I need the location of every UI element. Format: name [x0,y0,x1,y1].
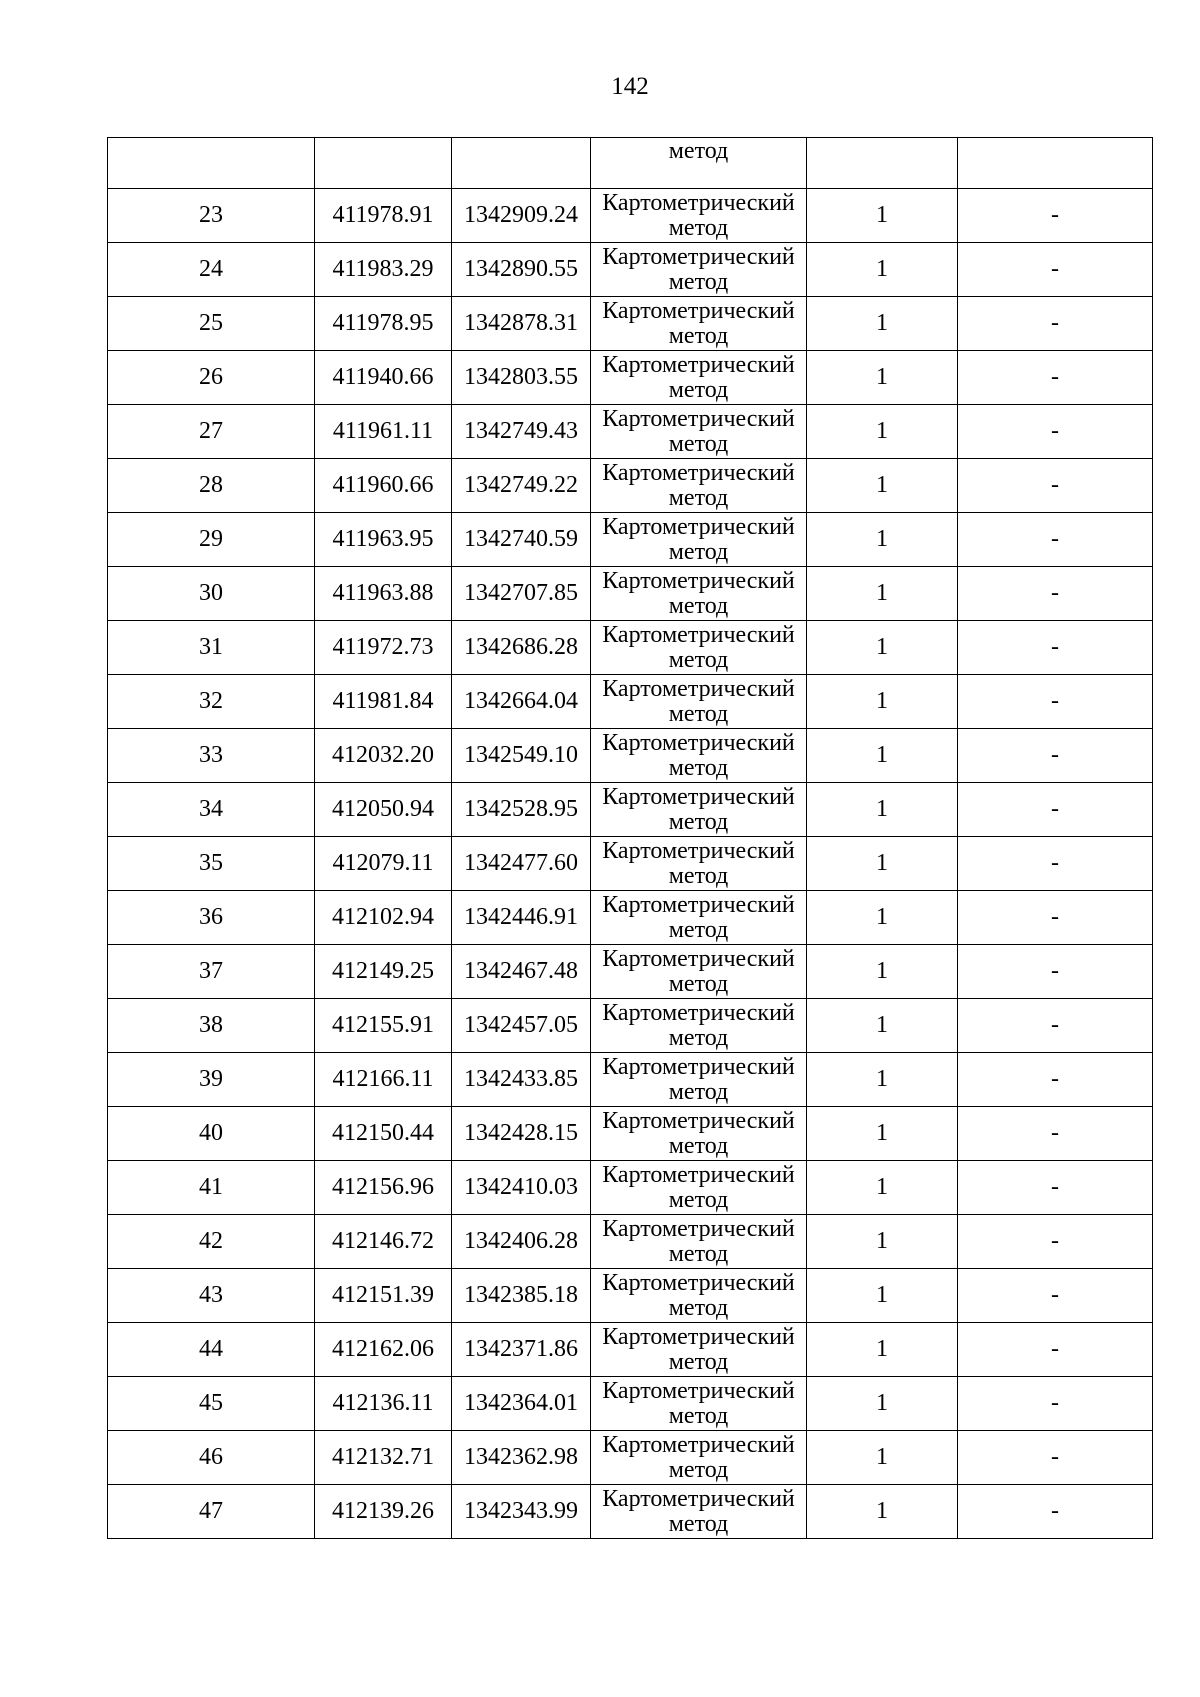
cell-y-coordinate: 1342890.55 [452,243,591,297]
cell-accuracy: 1 [807,351,958,405]
cell-note: - [958,1377,1153,1431]
table-row [108,945,1153,999]
cell-accuracy: 1 [807,675,958,729]
cell-accuracy: 1 [807,999,958,1053]
cell-method: Картометрический метод [591,783,807,837]
cell-accuracy: 1 [807,729,958,783]
cell-x-coordinate: 411981.84 [315,675,452,729]
cell-accuracy: 1 [807,405,958,459]
cell-y-coordinate: 1342428.15 [452,1107,591,1161]
table-row [108,459,1153,513]
cell-method: Картометрический метод [591,1269,807,1323]
cell-y-coordinate: 1342909.24 [452,189,591,243]
cell-y-coordinate: 1342362.98 [452,1431,591,1485]
cell-method: Картометрический метод [591,513,807,567]
cell-method: Картометрический метод [591,189,807,243]
cell-point-number: 27 [108,405,315,459]
cell-point-number: 46 [108,1431,315,1485]
table-row [108,1215,1153,1269]
cell-x-coordinate: 412166.11 [315,1053,452,1107]
cell-y-coordinate [452,138,591,189]
cell-x-coordinate: 411940.66 [315,351,452,405]
cell-y-coordinate: 1342749.43 [452,405,591,459]
cell-point-number: 43 [108,1269,315,1323]
cell-x-coordinate: 412136.11 [315,1377,452,1431]
cell-y-coordinate: 1342686.28 [452,621,591,675]
cell-method: Картометрический метод [591,1323,807,1377]
cell-y-coordinate: 1342664.04 [452,675,591,729]
cell-x-coordinate: 412146.72 [315,1215,452,1269]
cell-point-number: 23 [108,189,315,243]
page-number: 142 [611,73,649,100]
cell-accuracy: 1 [807,1323,958,1377]
cell-method: Картометрический метод [591,837,807,891]
cell-y-coordinate: 1342477.60 [452,837,591,891]
cell-note: - [958,189,1153,243]
cell-method: Картометрический метод [591,459,807,513]
cell-note: - [958,891,1153,945]
cell-accuracy: 1 [807,1269,958,1323]
table-row [108,1161,1153,1215]
cell-note: - [958,567,1153,621]
cell-method: метод [591,138,807,189]
cell-note: - [958,513,1153,567]
cell-y-coordinate: 1342364.01 [452,1377,591,1431]
cell-x-coordinate: 411983.29 [315,243,452,297]
cell-note: - [958,297,1153,351]
cell-note: - [958,783,1153,837]
table-row [108,297,1153,351]
cell-x-coordinate: 412032.20 [315,729,452,783]
cell-point-number: 26 [108,351,315,405]
cell-point-number: 38 [108,999,315,1053]
cell-point-number: 47 [108,1485,315,1539]
table-row [108,621,1153,675]
cell-x-coordinate: 411961.11 [315,405,452,459]
cell-point-number: 37 [108,945,315,999]
cell-accuracy: 1 [807,837,958,891]
cell-point-number: 39 [108,1053,315,1107]
cell-note: - [958,459,1153,513]
cell-note: - [958,1107,1153,1161]
cell-point-number: 44 [108,1323,315,1377]
table-row [108,189,1153,243]
cell-note: - [958,999,1153,1053]
cell-x-coordinate: 412132.71 [315,1431,452,1485]
cell-point-number: 24 [108,243,315,297]
cell-accuracy: 1 [807,1161,958,1215]
cell-accuracy: 1 [807,1107,958,1161]
table-row [108,243,1153,297]
cell-accuracy: 1 [807,243,958,297]
cell-point-number: 45 [108,1377,315,1431]
cell-accuracy: 1 [807,1431,958,1485]
cell-y-coordinate: 1342467.48 [452,945,591,999]
cell-x-coordinate: 411978.91 [315,189,452,243]
cell-note: - [958,837,1153,891]
table-row [108,1377,1153,1431]
table-row [108,999,1153,1053]
cell-x-coordinate: 412139.26 [315,1485,452,1539]
cell-note: - [958,1485,1153,1539]
table-row [108,891,1153,945]
cell-note: - [958,1431,1153,1485]
table-row [108,351,1153,405]
cell-method: Картометрический метод [591,351,807,405]
cell-y-coordinate: 1342385.18 [452,1269,591,1323]
cell-note: - [958,405,1153,459]
cell-accuracy [807,138,958,189]
cell-point-number: 25 [108,297,315,351]
cell-accuracy: 1 [807,783,958,837]
table-row [108,1053,1153,1107]
table-row [108,1269,1153,1323]
cell-method: Картометрический метод [591,945,807,999]
cell-x-coordinate: 411978.95 [315,297,452,351]
cell-x-coordinate: 412079.11 [315,837,452,891]
cell-point-number: 32 [108,675,315,729]
table-row [108,1107,1153,1161]
cell-accuracy: 1 [807,513,958,567]
table-row [108,1485,1153,1539]
cell-y-coordinate: 1342457.05 [452,999,591,1053]
table-row [108,1431,1153,1485]
cell-y-coordinate: 1342803.55 [452,351,591,405]
cell-x-coordinate: 412162.06 [315,1323,452,1377]
cell-y-coordinate: 1342433.85 [452,1053,591,1107]
cell-point-number: 40 [108,1107,315,1161]
cell-y-coordinate: 1342371.86 [452,1323,591,1377]
cell-point-number: 42 [108,1215,315,1269]
cell-y-coordinate: 1342446.91 [452,891,591,945]
cell-x-coordinate: 411960.66 [315,459,452,513]
cell-x-coordinate [315,138,452,189]
cell-method: Картометрический метод [591,1161,807,1215]
cell-point-number: 29 [108,513,315,567]
cell-y-coordinate: 1342410.03 [452,1161,591,1215]
cell-point-number: 36 [108,891,315,945]
cell-point-number: 31 [108,621,315,675]
cell-note: - [958,675,1153,729]
table-row [108,729,1153,783]
cell-note: - [958,1323,1153,1377]
cell-x-coordinate: 411963.88 [315,567,452,621]
cell-x-coordinate: 412155.91 [315,999,452,1053]
cell-method: Картометрический метод [591,999,807,1053]
cell-y-coordinate: 1342549.10 [452,729,591,783]
cell-accuracy: 1 [807,1215,958,1269]
cell-y-coordinate: 1342343.99 [452,1485,591,1539]
cell-note [958,138,1153,189]
table-row [108,567,1153,621]
cell-accuracy: 1 [807,297,958,351]
table-row [108,783,1153,837]
table-row [108,1323,1153,1377]
cell-method: Картометрический метод [591,1377,807,1431]
cell-point-number: 30 [108,567,315,621]
cell-x-coordinate: 411972.73 [315,621,452,675]
cell-accuracy: 1 [807,891,958,945]
cell-method: Картометрический метод [591,675,807,729]
cell-x-coordinate: 412156.96 [315,1161,452,1215]
cell-note: - [958,1161,1153,1215]
cell-y-coordinate: 1342406.28 [452,1215,591,1269]
cell-note: - [958,945,1153,999]
cell-note: - [958,351,1153,405]
cell-point-number: 33 [108,729,315,783]
cell-point-number [108,138,315,189]
cell-note: - [958,621,1153,675]
cell-y-coordinate: 1342740.59 [452,513,591,567]
cell-note: - [958,1053,1153,1107]
table-body [108,138,1153,1539]
cell-point-number: 28 [108,459,315,513]
cell-method: Картометрический метод [591,891,807,945]
cell-y-coordinate: 1342528.95 [452,783,591,837]
cell-x-coordinate: 412150.44 [315,1107,452,1161]
table-row-continuation [108,138,1153,189]
cell-method: Картометрический метод [591,729,807,783]
table-row [108,513,1153,567]
cell-y-coordinate: 1342707.85 [452,567,591,621]
cell-accuracy: 1 [807,1485,958,1539]
cell-accuracy: 1 [807,567,958,621]
table-row [108,837,1153,891]
cell-method: Картометрический метод [591,1431,807,1485]
cell-accuracy: 1 [807,945,958,999]
cell-accuracy: 1 [807,621,958,675]
coordinates-table [107,137,1153,1539]
cell-method: Картометрический метод [591,1107,807,1161]
cell-x-coordinate: 412050.94 [315,783,452,837]
cell-note: - [958,243,1153,297]
cell-note: - [958,1215,1153,1269]
table-row [108,675,1153,729]
cell-point-number: 35 [108,837,315,891]
cell-x-coordinate: 412149.25 [315,945,452,999]
cell-note: - [958,1269,1153,1323]
cell-method: Картометрический метод [591,567,807,621]
table-row [108,405,1153,459]
cell-accuracy: 1 [807,459,958,513]
cell-method: Картометрический метод [591,297,807,351]
cell-method: Картометрический метод [591,621,807,675]
cell-point-number: 34 [108,783,315,837]
cell-method: Картометрический метод [591,1485,807,1539]
cell-method: Картометрический метод [591,1215,807,1269]
cell-point-number: 41 [108,1161,315,1215]
cell-accuracy: 1 [807,1377,958,1431]
cell-method: Картометрический метод [591,405,807,459]
cell-accuracy: 1 [807,189,958,243]
cell-y-coordinate: 1342878.31 [452,297,591,351]
cell-accuracy: 1 [807,1053,958,1107]
cell-method: Картометрический метод [591,1053,807,1107]
cell-x-coordinate: 412102.94 [315,891,452,945]
cell-x-coordinate: 411963.95 [315,513,452,567]
cell-method: Картометрический метод [591,243,807,297]
cell-y-coordinate: 1342749.22 [452,459,591,513]
cell-note: - [958,729,1153,783]
cell-x-coordinate: 412151.39 [315,1269,452,1323]
